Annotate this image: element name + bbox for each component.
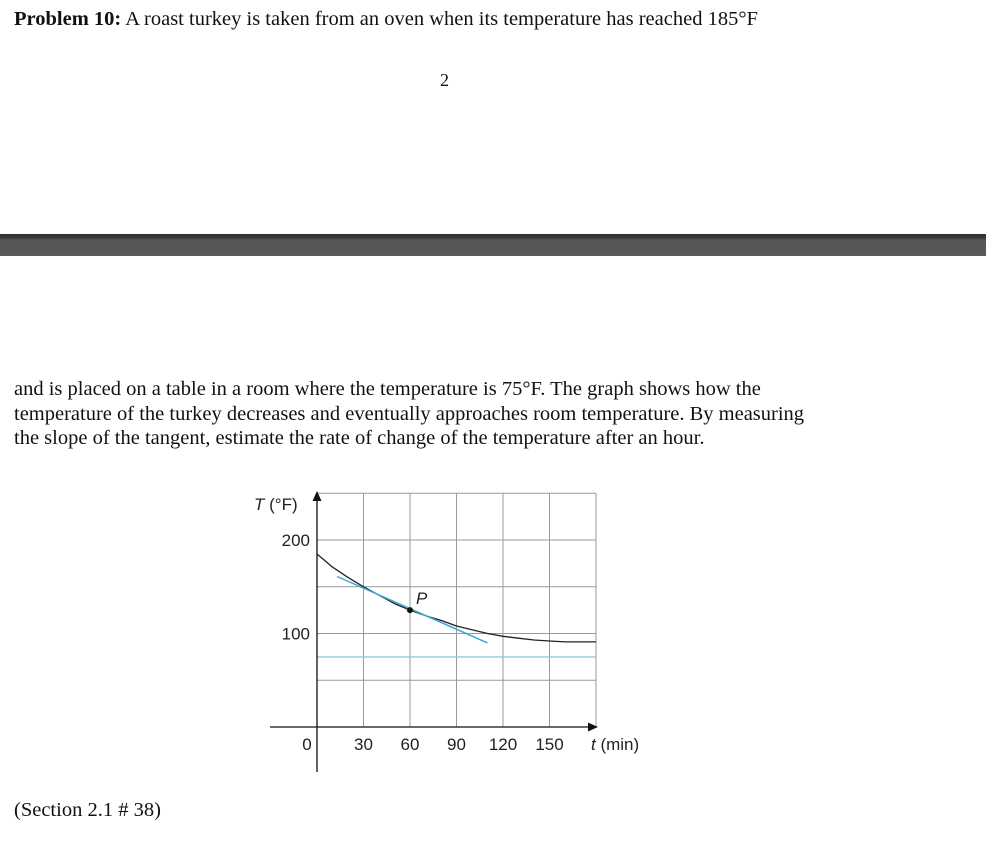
problem-label: Problem 10: [14, 8, 122, 30]
y-tick-label: 200 [281, 531, 310, 550]
y-axis-arrow [313, 491, 322, 501]
point-p-label: P [416, 589, 428, 608]
paragraph-line: the slope of the tangent, estimate the rate of change of the temperature after an hour. [14, 427, 705, 449]
paragraph-line: temperature of the turkey decreases and eventually approaches room temperature. By measuring [14, 402, 805, 425]
point-p [407, 607, 413, 613]
x-tick-label: 90 [447, 735, 466, 754]
section-reference: (Section 2.1 # 38) [14, 799, 161, 821]
x-tick-label: 60 [400, 735, 420, 754]
x-tick-label: 30 [354, 735, 373, 754]
y-axis-title [254, 495, 298, 514]
x-tick-label: 120 [488, 735, 518, 754]
x-tick-label: 0 [302, 735, 312, 754]
paragraph-line: and is placed on a table in a room where the temperature is 75°F. The graph shows how the [14, 378, 761, 400]
y-axis-variable: T [254, 495, 265, 514]
page-number: 2 [440, 70, 449, 90]
x-axis-title [591, 735, 639, 754]
x-tick-label: 150 [535, 735, 564, 754]
graph-axes [270, 491, 598, 772]
problem-intro: A roast turkey is taken from an oven when its temperature has reached 185°F [125, 8, 758, 30]
y-axis-unit: (°F) [264, 495, 298, 514]
x-axis-variable: t [591, 735, 596, 754]
x-axis-unit: (min) [595, 735, 640, 754]
y-tick-label: 100 [281, 624, 310, 644]
grid-lines [317, 493, 596, 727]
